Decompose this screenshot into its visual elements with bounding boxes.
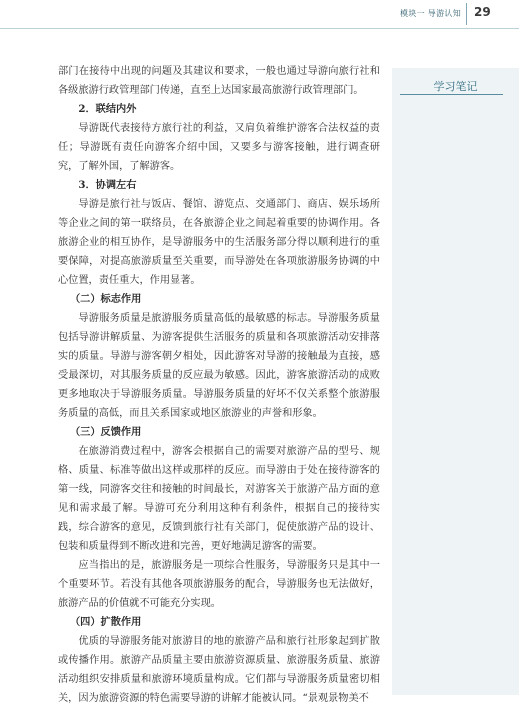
- section-heading-indicator: （二）标志作用: [70, 293, 142, 305]
- subheading-coordination: 3．协调左右: [78, 179, 137, 191]
- paragraph: 在旅游消费过程中，游客会根据自己的需要对旅游产品的型号、规格、质量、标准等做出这样或那样的反应。而导游由于处在接待游客的第一线，同游客交往和接触的时间最长，对游客关于旅游产品方面的意见和需求最了解。导游可充分利用这种有利条件，根据自己的接待实践，综合游客的意见，反馈到旅行社有关部门，促使旅游产品的设计、包装和质量得到不断改进和完善，更好地满足游客的需要。: [58, 446, 380, 552]
- main-text: [58, 62, 380, 708]
- page-header: [0, 0, 519, 30]
- paragraph: 优质的导游服务能对旅游目的地的旅游产品和旅行社形象起到扩散或传播作用。旅游产品质量主要由旅游资源质量、旅游服务质量、旅游活动组织安排质量和旅游环境质量构成。它们都与导游服务质量密切相关，因为旅游资源的特色需要导游的讲解才能被认同。“景观景物美不: [58, 636, 380, 704]
- paragraph: 导游是旅行社与饭店、餐馆、游览点、交通部门、商店、娱乐场所等企业之间的第一联络员，在各旅游企业之间起着重要的协调作用。各旅游企业的相互协作，是导游服务中的生活服务部分得以顺利进行的重要保障，对提高旅游质量至关重要，而导游处在各项旅游服务协调的中心位置，责任重大，作用显著。: [58, 199, 380, 286]
- section-heading-diffusion: （四）扩散作用: [70, 616, 142, 628]
- module-label: 模块一 导游认知: [400, 9, 461, 18]
- paragraph: 应当指出的是，旅游服务是一项综合性服务，导游服务只是其中一个重要环节。若没有其他各项旅游服务的配合，导游服务也无法做好，旅游产品的价值就不可能充分实现。: [58, 560, 380, 609]
- header-rule: [0, 28, 519, 29]
- notes-sidebar: [392, 68, 519, 695]
- section-heading-feedback: （三）反馈作用: [70, 426, 142, 438]
- paragraph: 部门在接待中出现的问题及其建议和要求，一般也通过导游向旅行社和各级旅游行政管理部门传递，直至上达国家最高旅游行政管理部门。: [58, 66, 380, 96]
- header-divider: [466, 3, 467, 25]
- paragraph: 导游既代表接待方旅行社的利益，又肩负着维护游客合法权益的责任；导游既有责任向游客介绍中国，又要多与游客接触，进行调查研究，了解外国，了解游客。: [58, 123, 380, 172]
- notes-title-underline: [400, 94, 503, 95]
- subheading-liaison: 2．联结内外: [78, 103, 137, 115]
- paragraph: 导游服务质量是旅游服务质量高低的最敏感的标志。导游服务质量包括导游讲解质量、为游客提供生活服务的质量和各项旅游活动安排落实的质量。导游与游客朝夕相处，因此游客对导游的接触最为直接，感受最深切，对其服务质量的反应最为敏感。因此，游客旅游活动的成败更多地取决于导游服务质量。导游服务质量的好坏不仅关系整个旅游服务质量的高低，而且关系国家或地区旅游业的声誉和形象。: [58, 313, 380, 419]
- notes-title: 学习笔记: [433, 80, 478, 93]
- page-number: 29: [474, 5, 491, 19]
